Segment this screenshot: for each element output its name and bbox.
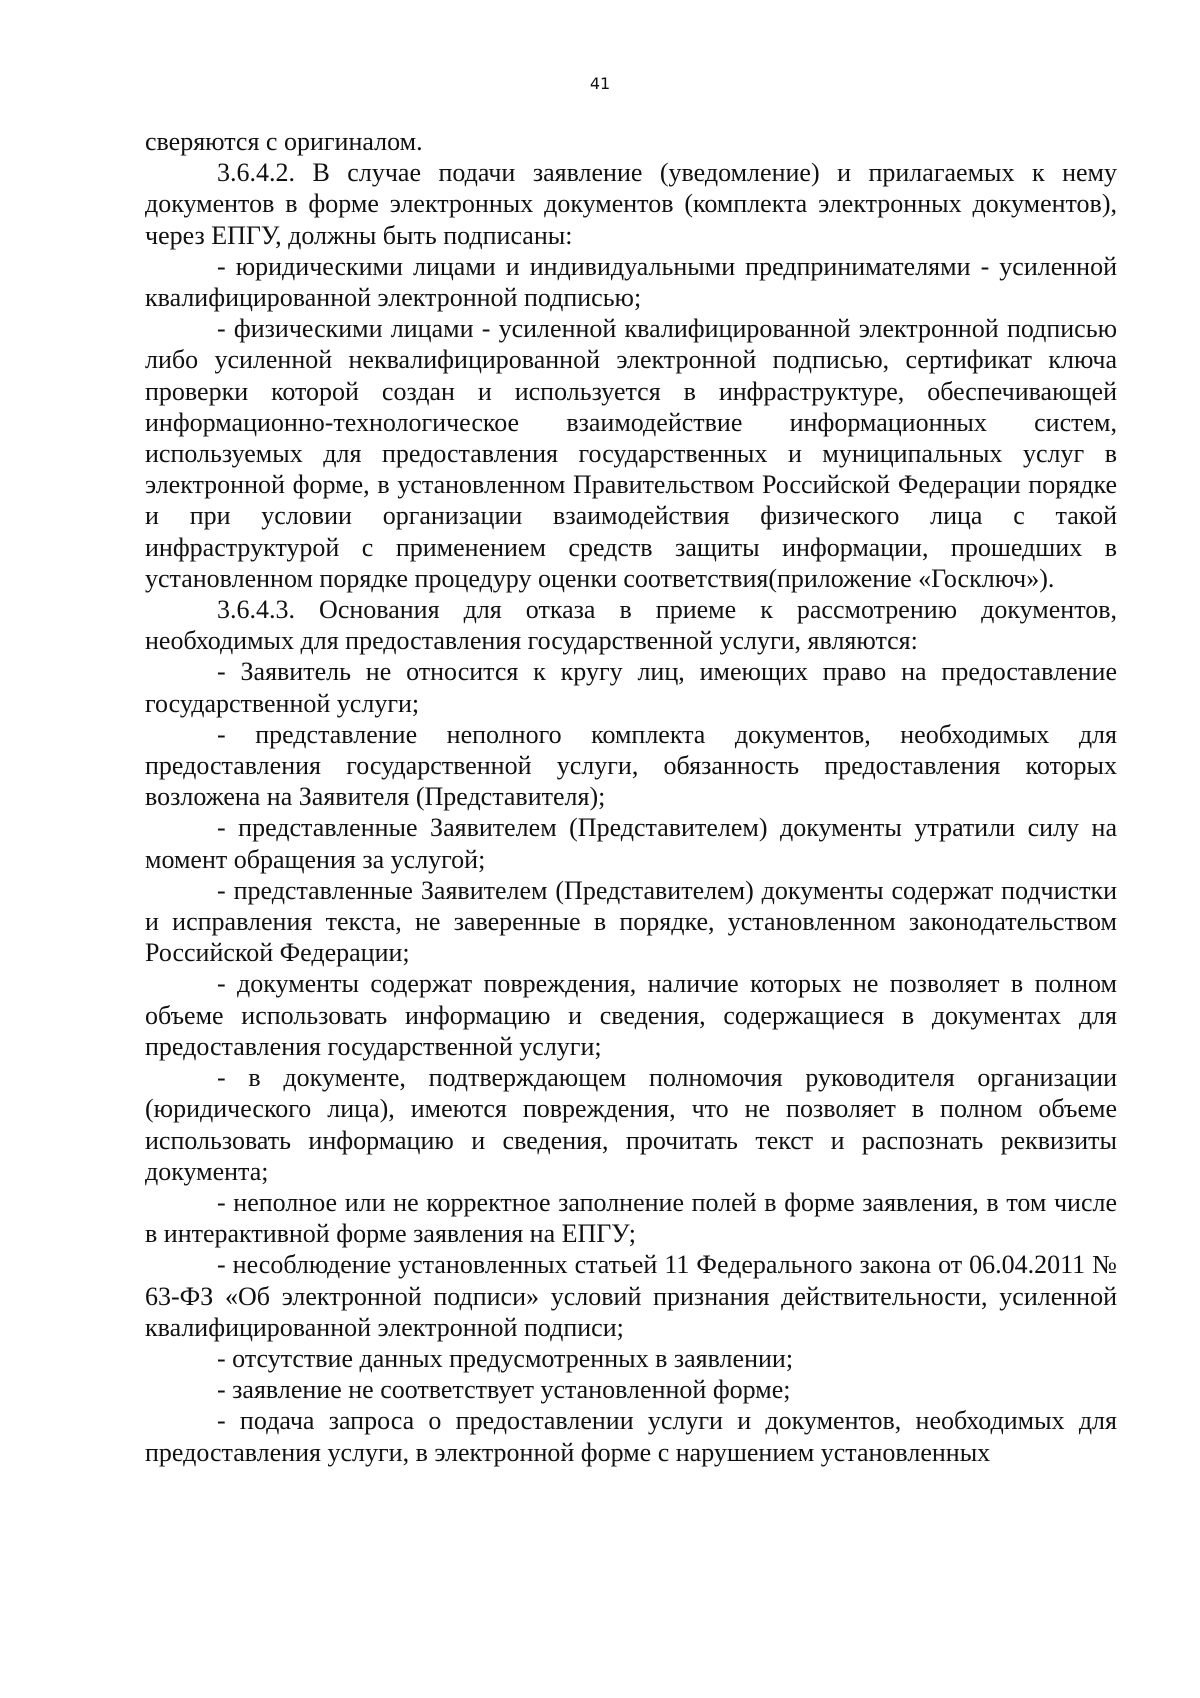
paragraph: - представление неполного комплекта документов, необходимых для предоставления государственной услуги, обязанность предоставления которых возложена на Заявителя (Представителя); <box>145 719 1117 812</box>
paragraph: - в документе, подтверждающем полномочия руководителя организации (юридического лица), имеются повреждения, что не позволяет в полном объеме использовать информацию и сведения, прочитать текст и распознать реквизиты документа; <box>145 1063 1117 1186</box>
paragraph: - юридическими лицами и индивидуальными предпринимателями - усиленной квалифицированной электронной подписью; <box>145 251 1117 313</box>
page-number: 41 <box>589 74 611 93</box>
paragraph: 3.6.4.3. Основания для отказа в приеме к рассмотрению документов, необходимых для предоставления государственной услуги, являются: <box>145 595 1117 656</box>
paragraph: - заявление не соответствует установленной форме; <box>217 1375 791 1405</box>
paragraph: - несоблюдение установленных статьей 11 Федерального закона от 06.04.2011 № 63-ФЗ «Об электронной подписи» условий признания действительности, усиленной квалифицированной электронной подписи; <box>145 1250 1117 1342</box>
paragraph: - неполное или не корректное заполнение полей в форме заявления, в том числе в интерактивной форме заявления на ЕПГУ; <box>145 1187 1117 1249</box>
paragraph: - представленные Заявителем (Представителем) документы содержат подчистки и исправления текста, не заверенные в порядке, установленном законодательством Российской Федерации; <box>145 875 1117 968</box>
paragraph: - представленные Заявителем (Представителем) документы утратили силу на момент обращения за услугой; <box>145 813 1117 874</box>
paragraph: - подача запроса о предоставлении услуги и документов, необходимых для предоставления услуги, в электронной форме с нарушением установленных <box>145 1406 1117 1467</box>
document-body <box>145 126 1117 1468</box>
paragraph: - отсутствие данных предусмотренных в заявлении; <box>217 1343 794 1373</box>
paragraph: 3.6.4.2. В случае подачи заявление (уведомление) и прилагаемых к нему документов в форме электронных документов (комплекта электронных документов), через ЕПГУ, должны быть подписаны: <box>145 158 1117 250</box>
paragraph: - физическими лицами - усиленной квалифицированной электронной подписью либо усиленной неквалифицированной электронной подписью, сертификат ключа проверки которой создан и используется в инфраструктуре, обеспечивающей информационно-технологическое взаимодействие информационных систем, используемых для предоставления государственных и муниципальных услуг в электронной форме, в установленном Правительством Российской Федерации порядке и при условии организации взаимодействия физического лица с такой инфраструктурой с применением средств защиты информации, прошедших в установленном порядке процедуру оценки соответствия(приложение «Госключ»). <box>145 314 1117 593</box>
paragraph: - Заявитель не относится к кругу лиц, имеющих право на предоставление государственной услуги; <box>145 657 1117 718</box>
paragraph: сверяются с оригиналом. <box>145 127 423 156</box>
paragraph: - документы содержат повреждения, наличие которых не позволяет в полном объеме использовать информацию и сведения, содержащиеся в документах для предоставления государственной услуги; <box>145 969 1117 1061</box>
